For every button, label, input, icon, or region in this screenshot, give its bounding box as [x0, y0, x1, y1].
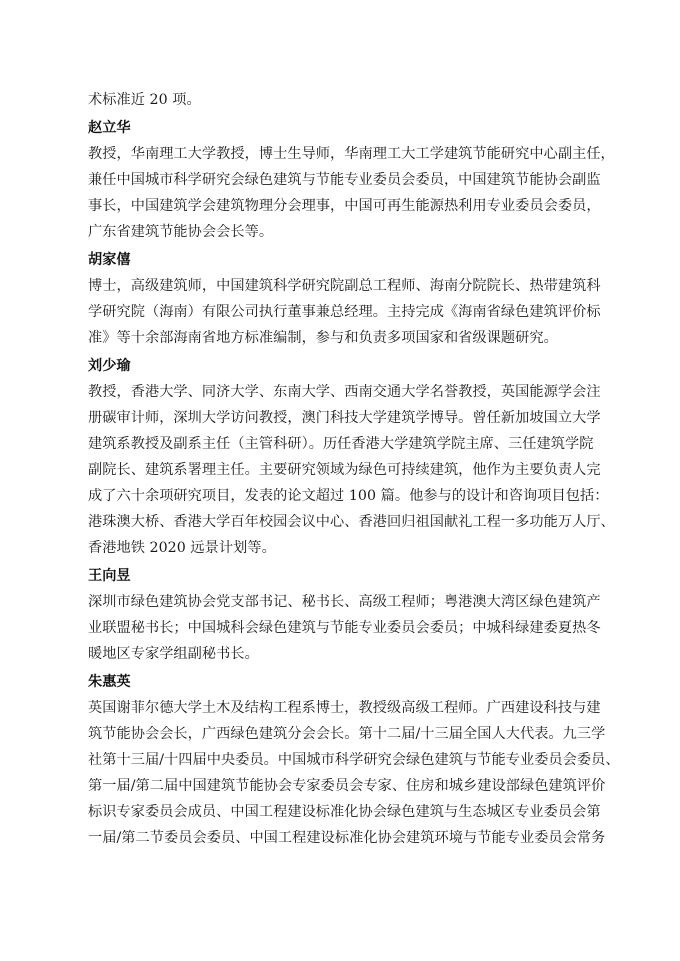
bio-line: 副院长、建筑系署理主任。主要研究领域为绿色可持续建筑，他作为主要负责人完	[88, 462, 601, 478]
person-name: 王向昱	[88, 568, 131, 584]
person-section-hu-jiaxi	[88, 247, 613, 351]
bio-line: 事长，中国建筑学会建筑物理分会理事，中国可再生能源热利用专业委员会委员，	[88, 198, 601, 214]
person-section-zhao-lihua	[88, 115, 613, 245]
bio-line: 深圳市绿色建筑协会党支部书记、秘书长、高级工程师；粤港澳大湾区绿色建筑产	[88, 594, 601, 610]
intro-line: 术标准近 20 项。	[88, 92, 201, 108]
bio-line: 册碳审计师，深圳大学访问教授，澳门科技大学建筑学博导。曾任新加坡国立大学	[88, 410, 601, 426]
bio-line: 一届/第二节委员会委员、中国工程建设标准化协会建筑环境与节能专业委员会常务	[88, 830, 606, 846]
person-section-wang-xiangyu	[88, 563, 613, 667]
bio-line: 英国谢菲尔德大学土木及结构工程系博士，教授级高级工程师。广西建设科技与建	[88, 700, 601, 716]
bio-line: 暖地区专家学组副秘书长。	[88, 646, 259, 662]
bio-line: 教授，华南理工大学教授，博士生导师，华南理工大工学建筑节能研究中心副主任，	[88, 146, 615, 162]
bio-line: 港珠澳大桥、香港大学百年校园会议中心、香港回归祖国献礼工程一多功能万人厅、	[88, 514, 615, 530]
person-section-liu-shaoyu	[88, 353, 613, 561]
person-name: 赵立华	[88, 120, 131, 136]
bio-line: 准》等十余部海南省地方标准编制，参与和负责多项国家和省级课题研究。	[88, 330, 558, 346]
bio-line: 兼任中国城市科学研究会绿色建筑与节能专业委员会委员，中国建筑节能协会副监	[88, 172, 601, 188]
person-name: 胡家僖	[88, 252, 131, 268]
bio-line: 教授，香港大学、同济大学、东南大学、西南交通大学名誉教授，英国能源学会注	[88, 384, 601, 400]
bio-line: 标识专家委员会成员、中国工程建设标准化协会绿色建筑与生态城区专业委员会第	[88, 804, 601, 820]
person-name: 刘少瑜	[88, 358, 131, 374]
bio-line: 筑节能协会会长，广西绿色建筑分会会长。第十二届/十三届全国人大代表。九三学	[88, 726, 606, 742]
bio-line: 香港地铁 2020 远景计划等。	[88, 540, 276, 556]
document-body	[88, 87, 620, 851]
bio-line: 博士，高级建筑师，中国建筑科学研究院副总工程师、海南分院院长、热带建筑科	[88, 278, 601, 294]
bio-line: 业联盟秘书长；中国城科会绿色建筑与节能专业委员会委员；中城科绿建委夏热冬	[88, 620, 601, 636]
person-name: 朱惠英	[88, 674, 131, 690]
bio-line: 第一届/第二届中国建筑节能协会专家委员会专家、住房和城乡建设部绿色建筑评价	[88, 778, 606, 794]
bio-line: 成了六十余项研究项目，发表的论文超过 100 篇。他参与的设计和咨询项目包括：	[88, 488, 609, 504]
bio-line: 广东省建筑节能协会会长等。	[88, 224, 274, 240]
bio-line: 学研究院（海南）有限公司执行董事兼总经理。主持完成《海南省绿色建筑评价标	[88, 304, 601, 320]
person-section-zhu-huiying	[88, 669, 620, 851]
bio-line: 建筑系教授及副系主任（主管科研）。历任香港大学建筑学院主席、三任建筑学院	[88, 436, 594, 452]
bio-line: 社第十三届/十四届中央委员。中国城市科学研究会绿色建筑与节能专业委员会委员、	[88, 752, 620, 768]
